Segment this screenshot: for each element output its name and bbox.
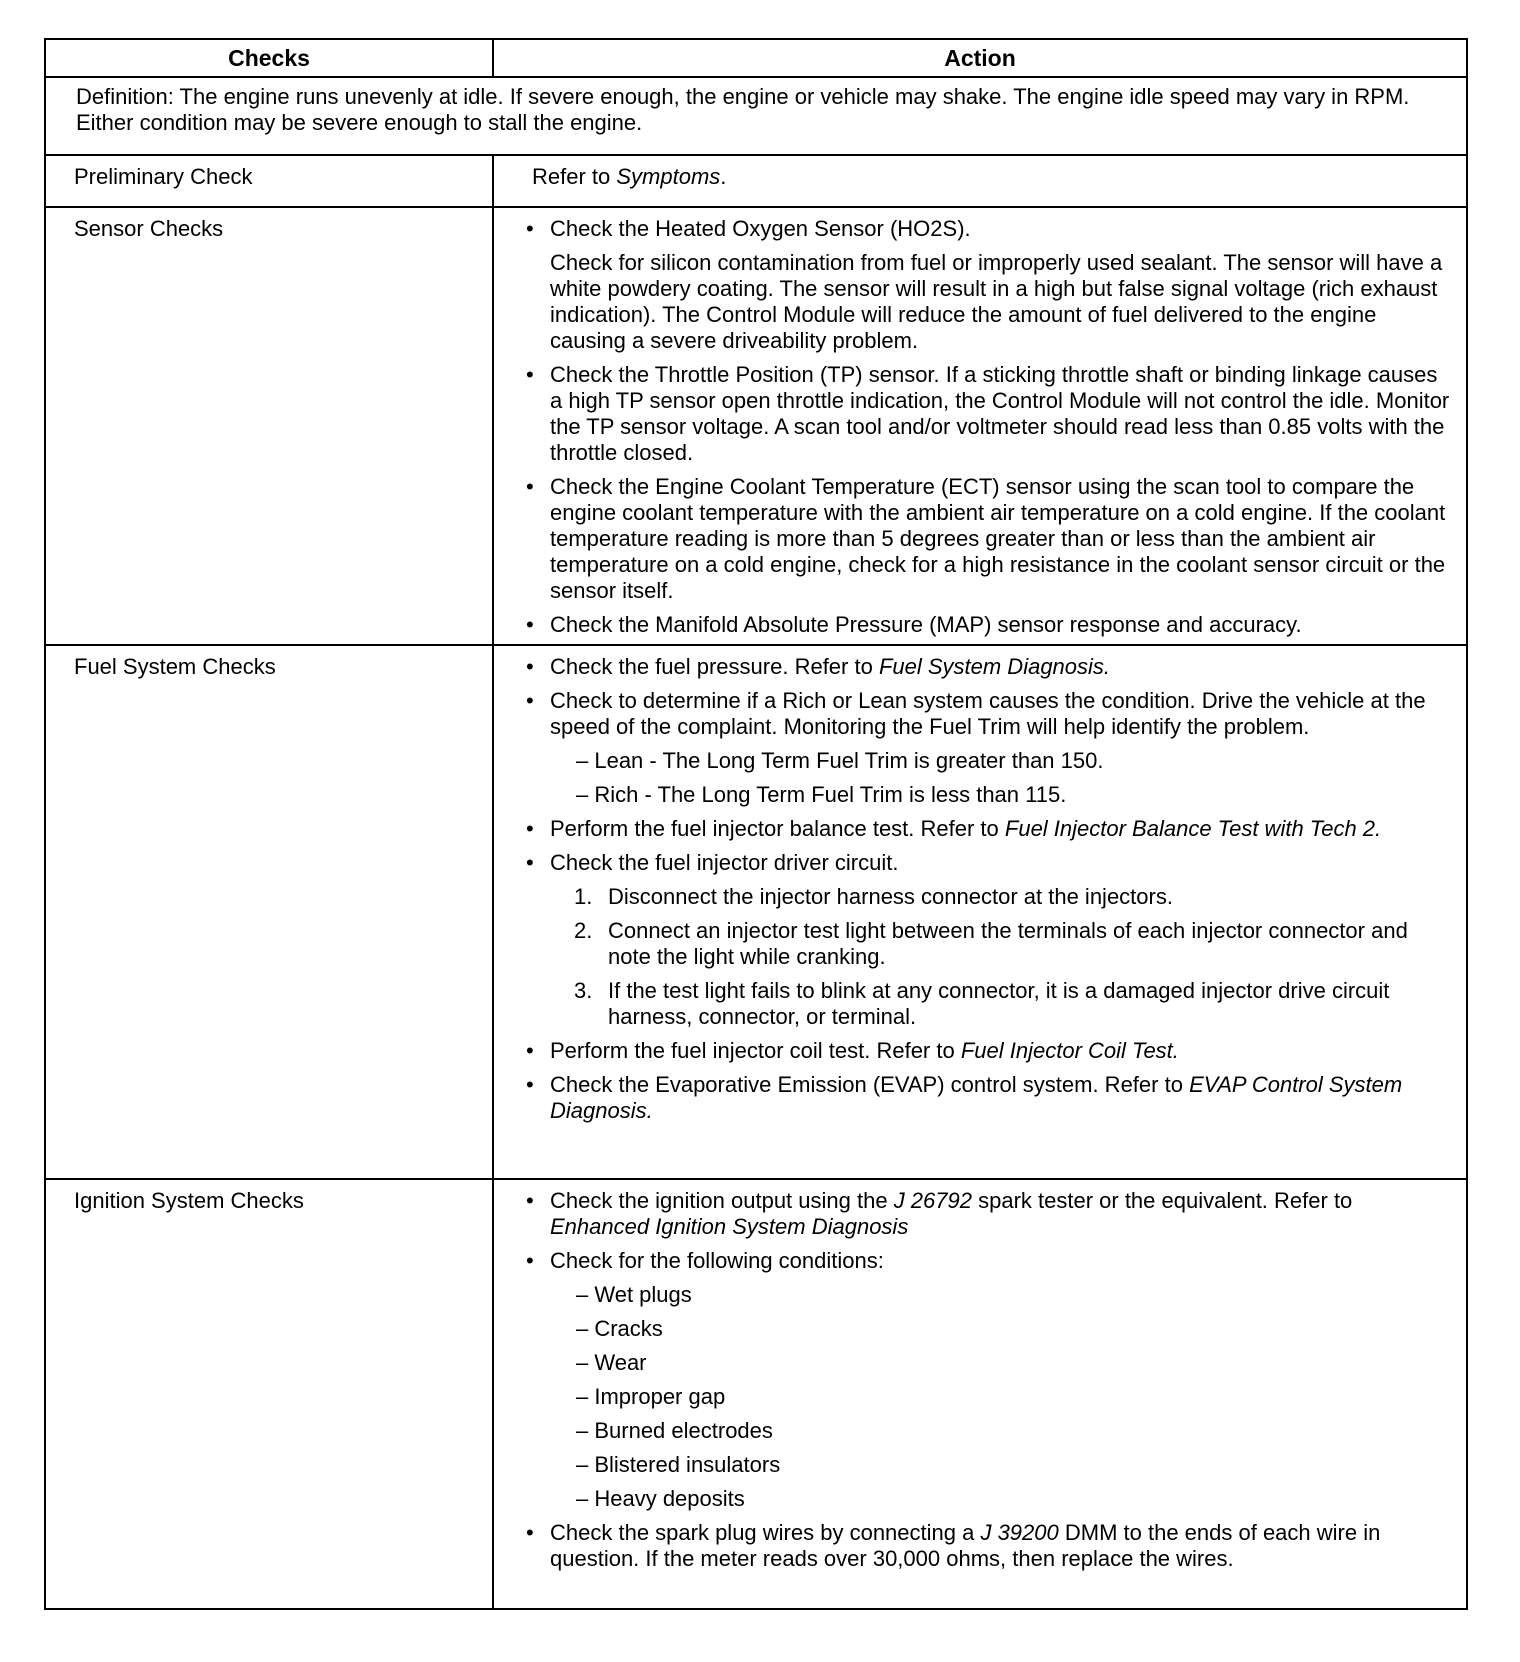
driver-circuit-steps [550,884,1454,1030]
fuel-bullet-driver-circuit [522,850,1454,1030]
ignition-bullet-output-text: Check the ignition output using the [550,1188,894,1213]
fuel-bullet-driver-circuit-text: Check the fuel injector driver circuit. [550,850,899,875]
bullet-icon: • [526,1520,534,1545]
condition-item: – Wet plugs [576,1282,692,1307]
bullet-icon: • [526,474,534,499]
step-item [574,884,1454,910]
balance-test-reference: Fuel Injector Balance Test with Tech 2. [1004,816,1382,841]
sensor-bullet-map-text: Check the Manifold Absolute Pressure (MAP) sensor response and accuracy. [550,612,1302,637]
diagnostic-table [44,38,1468,1610]
ignition-bullet-plug-wires-rest: DMM to the ends of each wire in question. If the meter reads over 30,000 ohms, then replace the wires. [550,1520,1381,1571]
action-header: Action [493,39,1467,77]
fuel-system-checks-row [45,645,1467,1179]
ignition-bullet-output-mid: spark tester or the equivalent. Refer to [971,1188,1353,1213]
ignition-system-checks-row [45,1179,1467,1609]
bullet-icon: • [526,1188,534,1213]
step-item [574,978,1454,1030]
fuel-bullet-pressure [522,654,1454,680]
ignition-system-checks-label: Ignition System Checks [45,1179,493,1609]
fuel-trim-list [550,748,1454,808]
condition-item: – Wear [576,1350,647,1375]
fuel-bullet-pressure-text: Check the fuel pressure. Refer to [550,654,879,679]
ignition-bullet-output [522,1188,1454,1240]
preliminary-row [45,155,1467,207]
sensor-checks-label: Sensor Checks [45,207,493,645]
fuel-bullet-rich-lean [522,688,1454,808]
fuel-system-checks-label: Fuel System Checks [45,645,493,1179]
sensor-bullet-list [522,216,1454,638]
bullet-icon: • [526,1072,534,1097]
step-text: If the test light fails to blink at any connector, it is a damaged injector drive circuit harness, connector, or terminal. [608,978,1390,1029]
sensor-bullet-map [522,612,1454,638]
bullet-icon: • [526,1038,534,1063]
step-text: Connect an injector test light between the terminals of each injector connector and note the light while cranking. [608,918,1408,969]
fuel-trim-rich: – Rich - The Long Term Fuel Trim is less than 115. [576,782,1067,807]
ignition-bullet-list [522,1188,1454,1572]
ignition-bullet-plug-wires [522,1520,1454,1572]
bullet-icon: • [526,1248,534,1273]
condition-item: – Improper gap [576,1384,726,1409]
sensor-bullet-ect-text: Check the Engine Coolant Temperature (ECT) sensor using the scan tool to compare the engine coolant temperature with the ambient air temperature on a cold engine. If the coolant temperature reading is more than 5 degrees greater than or less than the ambient air temperature on a cold engine, check for a high resistance in the coolant sensor circuit or the sensor itself. [550,474,1446,603]
ignition-bullet-conditions [522,1248,1454,1512]
bullet-icon: • [526,362,534,387]
fuel-system-diagnosis-reference: Fuel System Diagnosis. [878,654,1111,679]
preliminary-action-suffix: . [720,164,727,189]
header-row [45,39,1467,77]
sensor-checks-row [45,207,1467,645]
fuel-bullet-evap-text: Check the Evaporative Emission (EVAP) control system. Refer to [550,1072,1190,1097]
definition-text: Definition: The engine runs unevenly at idle. If severe enough, the engine or vehicle may shake. The engine idle speed may vary in RPM. Either condition may be severe enough to stall the engine. [45,77,1467,155]
fuel-bullet-balance-test-text: Perform the fuel injector balance test. Refer to [550,816,1005,841]
sensor-checks-action [493,207,1467,645]
fuel-bullet-balance-test [522,816,1454,842]
condition-item: – Cracks [576,1316,663,1341]
ignition-bullet-plug-wires-text: Check the spark plug wires by connecting a [550,1520,981,1545]
sensor-bullet-ho2s [522,216,1454,354]
spark-tester-tool: J 26792 [893,1188,972,1213]
coil-test-reference: Fuel Injector Coil Test. [960,1038,1179,1063]
dmm-tool: J 39200 [980,1520,1059,1545]
bullet-icon: • [526,612,534,637]
symptoms-reference: Symptoms [616,164,721,189]
step-number: 2. [574,918,593,943]
bullet-icon: • [526,216,534,241]
preliminary-check-label: Preliminary Check [45,155,493,207]
evap-diagnosis-reference: EVAP Control System Diagnosis. [550,1072,1403,1123]
preliminary-action [493,155,1467,207]
sensor-bullet-ect [522,474,1454,604]
sensor-bullet-tp-text: Check the Throttle Position (TP) sensor. If a sticking throttle shaft or binding linkage causes a high TP sensor open throttle indication, the Control Module will not control the idle. Monitor the TP sensor voltage. A scan tool and/or voltmeter should read less than 0.85 volts with the throttle closed. [550,362,1450,465]
step-number: 1. [574,884,593,909]
bullet-icon: • [526,816,534,841]
bullet-icon: • [526,654,534,679]
fuel-bullet-list [522,654,1454,1124]
ignition-system-checks-action [493,1179,1467,1609]
step-number: 3. [574,978,593,1003]
sensor-bullet-ho2s-text: Check the Heated Oxygen Sensor (HO2S). [550,216,971,241]
conditions-list [550,1282,1454,1512]
fuel-bullet-evap [522,1072,1454,1124]
step-text: Disconnect the injector harness connector at the injectors. [608,884,1173,909]
condition-item: – Burned electrodes [576,1418,773,1443]
condition-item: – Heavy deposits [576,1486,745,1511]
checks-header: Checks [45,39,493,77]
condition-item: – Blistered insulators [576,1452,781,1477]
bullet-icon: • [526,688,534,713]
sensor-bullet-tp [522,362,1454,466]
definition-row [45,77,1467,155]
fuel-bullet-rich-lean-text: Check to determine if a Rich or Lean system causes the condition. Drive the vehicle at the speed of the complaint. Monitoring the Fuel Trim will help identify the problem. [550,688,1426,739]
fuel-trim-lean: – Lean - The Long Term Fuel Trim is greater than 150. [576,748,1104,773]
fuel-bullet-coil-test-text: Perform the fuel injector coil test. Refer to [550,1038,961,1063]
fuel-bullet-coil-test [522,1038,1454,1064]
enhanced-ignition-reference: Enhanced Ignition System Diagnosis [550,1214,909,1239]
sensor-ho2s-detail: Check for silicon contamination from fuel or improperly used sealant. The sensor will have a white powdery coating. The sensor will result in a high but false signal voltage (rich exhaust indication). The Control Module will reduce the amount of fuel delivered to the engine causing a severe driveability problem. [550,250,1443,353]
step-item [574,918,1454,970]
bullet-icon: • [526,850,534,875]
fuel-system-checks-action [493,645,1467,1179]
ignition-bullet-conditions-text: Check for the following conditions: [550,1248,884,1273]
preliminary-action-prefix: Refer to [532,164,617,189]
